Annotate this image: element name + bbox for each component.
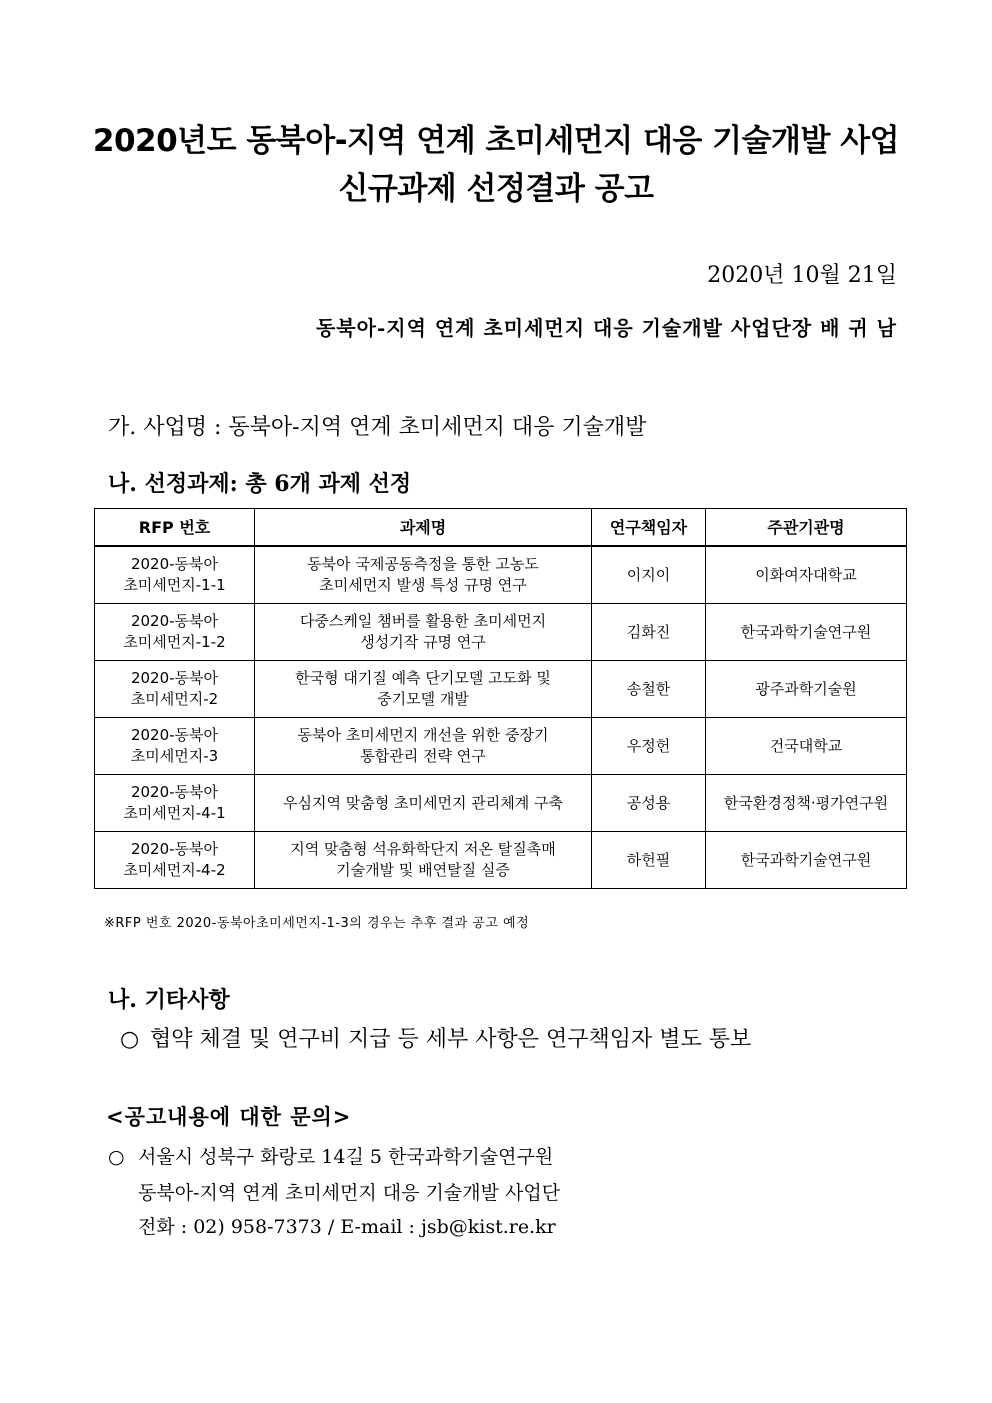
- contact-address: [108, 1142, 553, 1169]
- org-cell: 건국대학교: [706, 718, 907, 775]
- pi-cell: 김화진: [592, 604, 706, 661]
- selected-tasks-table: [94, 508, 907, 889]
- other-matters-item: [120, 1022, 751, 1053]
- pi-cell: 하헌필: [592, 832, 706, 889]
- table-footnote: ※RFP 번호 2020-동북아초미세먼지-1-3의 경우는 추후 결과 공고 예정: [104, 916, 530, 931]
- contact-department: 동북아-지역 연계 초미세먼지 대응 기술개발 사업단: [138, 1182, 561, 1204]
- table-header-row: [95, 509, 907, 547]
- pi-cell: 우정헌: [592, 718, 706, 775]
- rfp-cell: 2020-동북아 초미세먼지-2: [95, 661, 255, 718]
- org-cell: 한국환경정책·평가연구원: [706, 775, 907, 832]
- rfp-cell: 2020-동북아 초미세먼지-3: [95, 718, 255, 775]
- task-cell: 동북아 초미세먼지 개선을 위한 중장기 통합관리 전략 연구: [255, 718, 592, 775]
- header-rfp: RFP 번호: [95, 509, 255, 547]
- task-cell: 한국형 대기질 예측 단기모델 고도화 및 중기모델 개발: [255, 661, 592, 718]
- announcement-date: 2020년 10월 21일: [707, 263, 897, 288]
- contact-phone-email: 전화 : 02) 958-7373 / E-mail : jsb@kist.re.kr: [138, 1216, 556, 1238]
- contact-heading: <공고내용에 대한 문의>: [106, 1104, 352, 1129]
- pi-cell: 공성용: [592, 775, 706, 832]
- task-cell: 우심지역 맞춤형 초미세먼지 관리체계 구축: [255, 775, 592, 832]
- table-row: [95, 604, 907, 661]
- header-task: 과제명: [255, 509, 592, 547]
- section-project-name: 가. 사업명 : 동북아-지역 연계 초미세먼지 대응 기술개발: [108, 415, 647, 440]
- task-cell: 지역 맞춤형 석유화학단지 저온 탈질촉매 기술개발 및 배연탈질 실증: [255, 832, 592, 889]
- org-cell: 한국과학기술연구원: [706, 604, 907, 661]
- header-org: 주관기관명: [706, 509, 907, 547]
- pi-cell: 송철한: [592, 661, 706, 718]
- table-row: [95, 661, 907, 718]
- table-row: [95, 775, 907, 832]
- section-selected-tasks: 나. 선정과제: 총 6개 과제 선정: [108, 471, 412, 497]
- signer: 동북아-지역 연계 초미세먼지 대응 기술개발 사업단장 배 귀 남: [315, 316, 897, 340]
- table-row: [95, 718, 907, 775]
- table-row: [95, 832, 907, 889]
- task-cell: 동북아 국제공동측정을 통한 고농도 초미세먼지 발생 특성 규명 연구: [255, 546, 592, 604]
- header-pi: 연구책임자: [592, 509, 706, 547]
- section-other-matters: 나. 기타사항: [108, 987, 230, 1013]
- document-title-line1: 2020년도 동북아-지역 연계 초미세먼지 대응 기술개발 사업: [92, 123, 900, 159]
- table-row: [95, 546, 907, 604]
- document-title-line2: 신규과제 선정결과 공고: [338, 171, 654, 207]
- rfp-cell: 2020-동북아 초미세먼지-1-1: [95, 546, 255, 604]
- circle-bullet-icon: ○: [120, 1027, 140, 1052]
- rfp-cell: 2020-동북아 초미세먼지-4-1: [95, 775, 255, 832]
- circle-bullet-icon: ○: [108, 1146, 125, 1168]
- rfp-cell: 2020-동북아 초미세먼지-4-2: [95, 832, 255, 889]
- contact-address-text: 서울시 성북구 화랑로 14길 5 한국과학기술연구원: [138, 1146, 554, 1168]
- other-matters-text: 협약 체결 및 연구비 지급 등 세부 사항은 연구책임자 별도 통보: [150, 1027, 752, 1052]
- rfp-cell: 2020-동북아 초미세먼지-1-2: [95, 604, 255, 661]
- task-cell: 다중스케일 챔버를 활용한 초미세먼지 생성기작 규명 연구: [255, 604, 592, 661]
- org-cell: 광주과학기술원: [706, 661, 907, 718]
- org-cell: 한국과학기술연구원: [706, 832, 907, 889]
- org-cell: 이화여자대학교: [706, 546, 907, 604]
- pi-cell: 이지이: [592, 546, 706, 604]
